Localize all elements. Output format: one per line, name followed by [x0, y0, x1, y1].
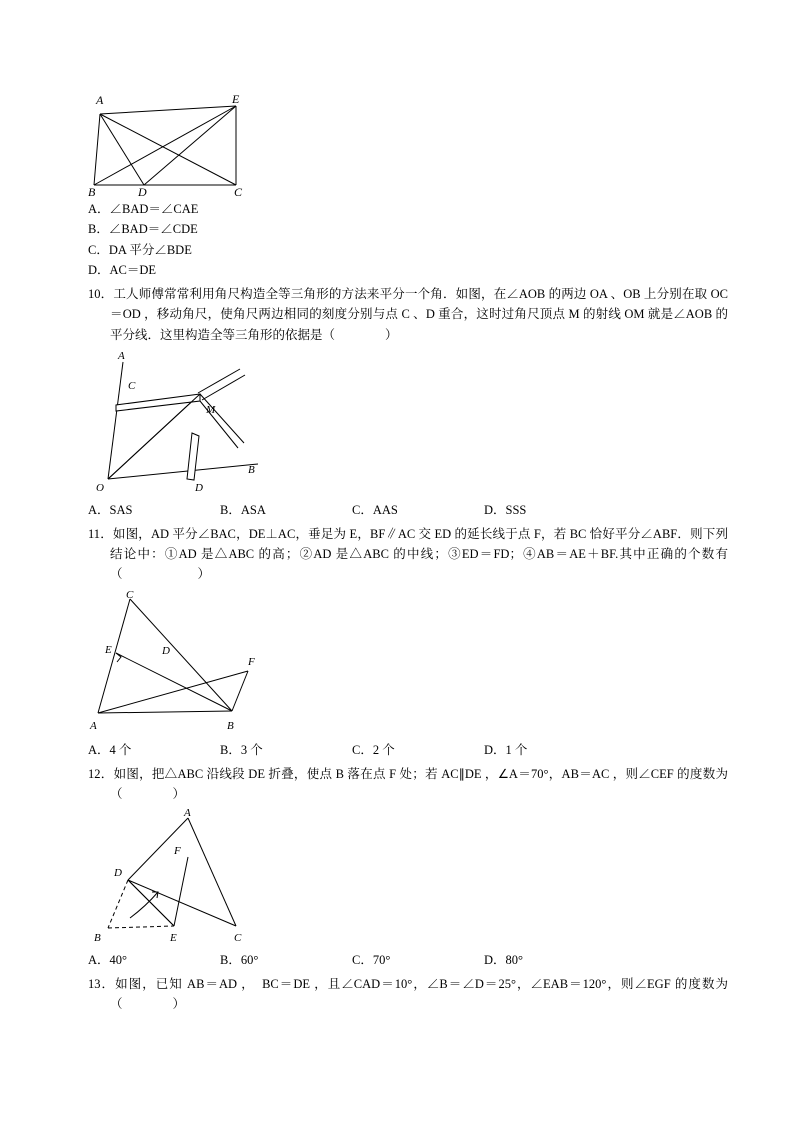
svg-text:E: E	[105, 643, 112, 656]
option-q12-b[interactable]: B．60°	[220, 953, 259, 967]
figure-q11	[88, 591, 728, 736]
svg-text:A: A	[96, 93, 104, 107]
svg-text:F: F	[174, 845, 181, 857]
question-11-number: 11．	[88, 526, 113, 541]
svg-text:A: A	[118, 349, 125, 362]
svg-text:B: B	[227, 719, 234, 732]
option-q12-d[interactable]: D．80°	[484, 953, 524, 967]
svg-text:M: M	[206, 403, 216, 416]
options-q10	[88, 500, 728, 520]
option-q12-c[interactable]: C．70°	[352, 953, 391, 967]
option-q11-c[interactable]: C．2 个	[352, 742, 395, 757]
svg-text:A: A	[184, 808, 191, 819]
option-q9-a[interactable]: A．∠BAD＝∠CAE	[88, 202, 199, 216]
option-q12-a[interactable]: A．40°	[88, 953, 128, 967]
options-q12	[88, 950, 728, 970]
svg-text:D: D	[195, 481, 203, 494]
svg-text:A: A	[90, 719, 97, 732]
figure-q10	[88, 349, 728, 494]
figure-q9	[88, 92, 728, 197]
svg-text:D: D	[138, 185, 147, 197]
question-13-stem: 如图，已知 AB＝AD ， BC＝DE ，且∠CAD＝10°，∠B＝∠D＝25°，∠EAB＝120°，则∠EGF 的度数为（ ）	[110, 977, 728, 1012]
page-content	[88, 92, 728, 1015]
question-10-stem: 工人师傅常常利用角尺构造全等三角形的方法来平分一个角．如图，在∠AOB 的两边 OA 、OB 上分别在取 OC ＝OD ，移动角尺，使角尺两边相同的刻度分别与点 C 、D 重合，这时过角尺顶点 M 的射线 OM 就是∠AOB 的平分线．这里构造全等三角形的依据是（ ）	[110, 287, 728, 342]
svg-text:F: F	[248, 655, 255, 668]
option-q9-c[interactable]: C．DA 平分∠BDE	[88, 242, 192, 257]
svg-text:B: B	[88, 185, 96, 197]
option-q9-b[interactable]: B．∠BAD＝∠CDE	[88, 222, 198, 237]
options-q9	[88, 199, 728, 280]
options-q11	[88, 740, 728, 760]
question-13	[88, 974, 728, 1015]
question-13-number: 13．	[88, 977, 116, 991]
svg-text:C: C	[234, 932, 242, 944]
option-q11-b[interactable]: B．3 个	[220, 742, 263, 757]
question-11-stem: 如图，AD 平分∠BAC，DE⊥AC，垂足为 E，BF∥AC 交 ED 的延长线于点 F，若 BC 恰好平分∠ABF．则下列结论中：①AD 是△ABC 的高；②AD 是△ABC 的中线；③ED＝FD；④AB＝AE＋BF.其中正确的个数有（ ）	[110, 526, 728, 582]
question-12-number: 12．	[88, 766, 114, 781]
figure-q12	[88, 808, 728, 948]
svg-text:E: E	[170, 932, 177, 944]
svg-text:O: O	[96, 481, 104, 494]
question-10	[88, 284, 728, 345]
option-q10-d[interactable]: D．SSS	[484, 502, 527, 517]
svg-text:E: E	[232, 92, 240, 106]
option-q9-d[interactable]: D．AC＝DE	[88, 262, 157, 277]
svg-text:D: D	[162, 644, 170, 657]
svg-text:B: B	[94, 932, 101, 944]
question-10-number: 10．	[88, 287, 114, 301]
option-q11-d[interactable]: D．1 个	[484, 742, 528, 757]
option-q11-a[interactable]: A．4 个	[88, 742, 132, 757]
option-q10-c[interactable]: C．AAS	[352, 502, 398, 517]
svg-text:B: B	[248, 463, 255, 476]
svg-text:C: C	[234, 185, 243, 197]
question-12	[88, 764, 728, 805]
svg-text:D: D	[114, 867, 122, 879]
question-11	[88, 524, 728, 585]
svg-text:C: C	[128, 379, 136, 392]
svg-text:C: C	[126, 590, 134, 601]
question-12-stem: 如图，把△ABC 沿线段 DE 折叠，使点 B 落在点 F 处；若 AC∥DE ，∠A＝70°，AB＝AC ，则∠CEF 的度数为（ ）	[110, 766, 728, 801]
option-q10-a[interactable]: A．SAS	[88, 502, 133, 517]
option-q10-b[interactable]: B．ASA	[220, 502, 266, 517]
